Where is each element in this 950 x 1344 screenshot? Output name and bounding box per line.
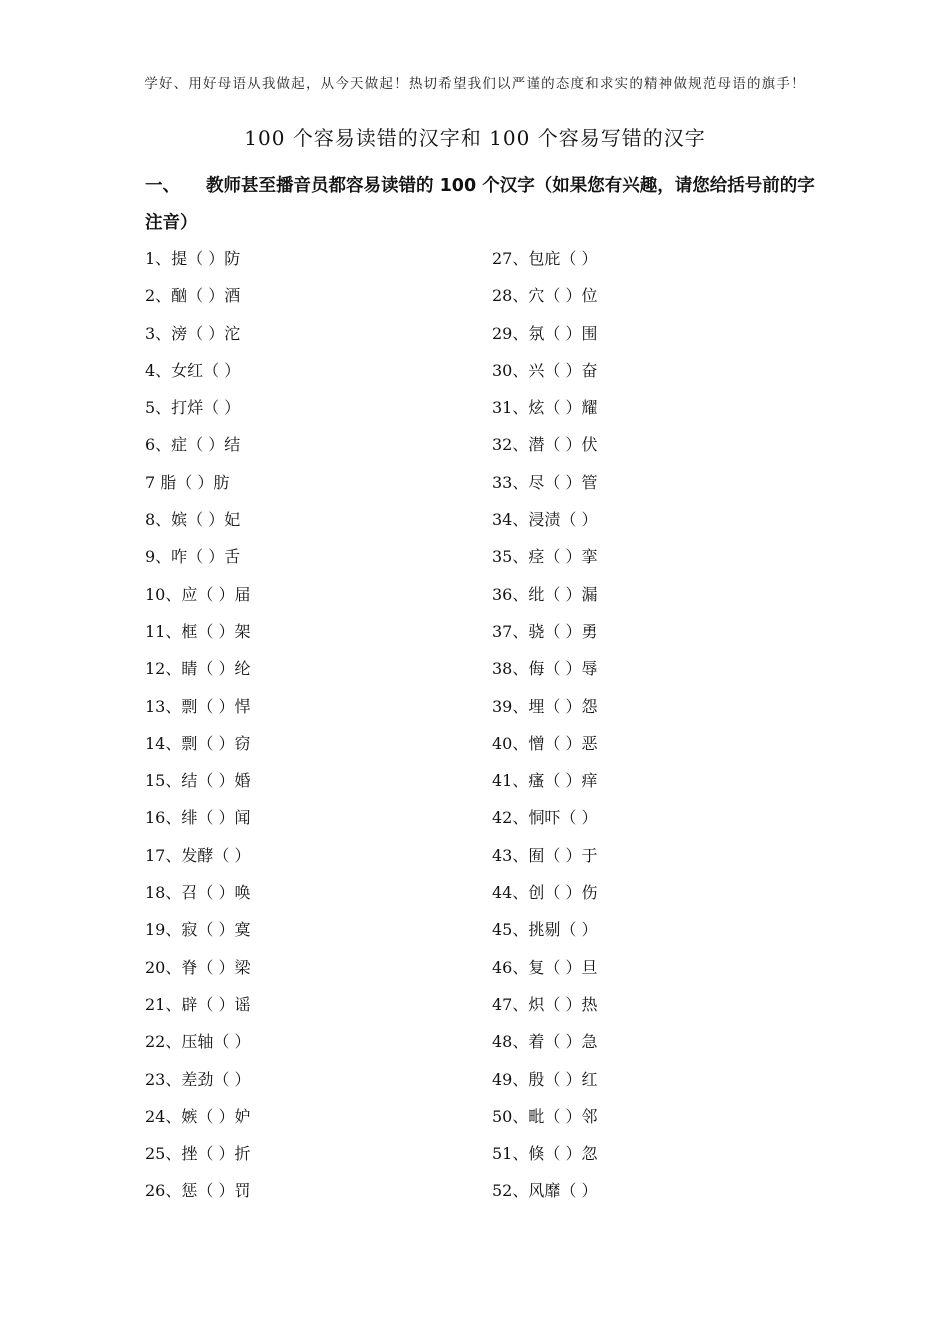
word-item: 29、氛（ ）围	[492, 323, 598, 343]
word-item: 39、埋（ ）怨	[492, 696, 598, 716]
word-item: 18、召（ ）唤	[145, 883, 251, 903]
word-item: 12、睛（ ）纶	[145, 659, 251, 679]
word-item: 35、痉（ ）挛	[492, 547, 598, 567]
word-item: 42、恫吓（ ）	[492, 808, 598, 828]
word-item: 44、创（ ）伤	[492, 883, 598, 903]
word-item: 16、绯（ ）闻	[145, 808, 251, 828]
section-text: 教师甚至播音员都容易读错的 100 个汉字（如果您有兴趣，请您给括号前的字注音）	[145, 176, 815, 233]
word-item: 1、提（ ）防	[145, 249, 241, 268]
word-item: 4、女红（ ）	[145, 360, 241, 380]
word-item: 8、嫔（ ）妃	[145, 510, 241, 530]
word-item: 11、框（ ）架	[145, 621, 251, 641]
word-item: 48、着（ ）急	[492, 1032, 598, 1052]
page-header: 学好、用好母语从我做起，从今天做起！热切希望我们以严谨的态度和求实的精神做规范母语的旗手！	[144, 76, 806, 92]
word-item: 28、穴（ ）位	[492, 286, 598, 306]
right-word-column	[492, 240, 597, 1210]
word-item: 52、风靡（ ）	[492, 1181, 598, 1201]
word-item: 34、浸渍（ ）	[492, 510, 598, 530]
word-item: 51、倏（ ）忽	[492, 1144, 598, 1164]
word-item: 6、症（ ）结	[145, 435, 241, 455]
word-item: 40、憎（ ）恶	[492, 733, 598, 753]
word-item: 47、炽（ ）热	[492, 994, 598, 1014]
word-item: 43、囿（ ）于	[492, 845, 598, 865]
word-item: 7 脂（ ）肪	[145, 472, 230, 492]
word-item: 30、兴（ ）奋	[492, 360, 598, 380]
word-item: 25、挫（ ）折	[145, 1144, 251, 1164]
word-item: 13、剽（ ）悍	[145, 696, 251, 716]
left-word-column	[145, 240, 250, 1210]
word-item: 20、脊（ ）梁	[145, 957, 251, 977]
word-item: 15、结（ ）婚	[145, 771, 251, 791]
word-item: 10、应（ ）届	[145, 584, 251, 604]
word-item: 26、惩（ ）罚	[145, 1181, 251, 1201]
document-title: 100 个容易读错的汉字和 100 个容易写错的汉字	[244, 126, 706, 150]
word-item: 17、发酵（ ）	[145, 845, 251, 865]
word-item: 32、潜（ ）伏	[492, 435, 598, 455]
word-item: 33、尽（ ）管	[492, 472, 598, 492]
word-item: 49、殷（ ）红	[492, 1069, 598, 1089]
word-item: 37、骁（ ）勇	[492, 621, 598, 641]
word-item: 22、压轴（ ）	[145, 1032, 251, 1052]
word-item: 50、毗（ ）邻	[492, 1106, 598, 1126]
word-item: 38、侮（ ）辱	[492, 659, 598, 679]
section-heading	[145, 168, 825, 242]
word-item: 19、寂（ ）寞	[145, 920, 251, 940]
word-item: 45、挑剔（ ）	[492, 920, 598, 940]
word-item: 24、嫉（ ）妒	[145, 1106, 251, 1126]
word-item: 5、打烊（ ）	[145, 398, 241, 418]
word-item: 9、咋（ ）舌	[145, 547, 241, 567]
word-item: 3、滂（ ）沱	[145, 323, 241, 343]
word-item: 23、差劲（ ）	[145, 1069, 251, 1089]
word-item: 31、炫（ ）耀	[492, 398, 598, 418]
word-item: 41、瘙（ ）痒	[492, 771, 598, 791]
word-item: 14、剽（ ）窃	[145, 733, 251, 753]
word-item: 46、复（ ）旦	[492, 957, 598, 977]
word-item: 2、酗（ ）酒	[145, 286, 241, 306]
word-item: 27、包庇（ ）	[492, 249, 598, 268]
word-item: 21、辟（ ）谣	[145, 994, 251, 1014]
section-number: 一、	[145, 176, 180, 196]
word-item: 36、纰（ ）漏	[492, 584, 598, 604]
